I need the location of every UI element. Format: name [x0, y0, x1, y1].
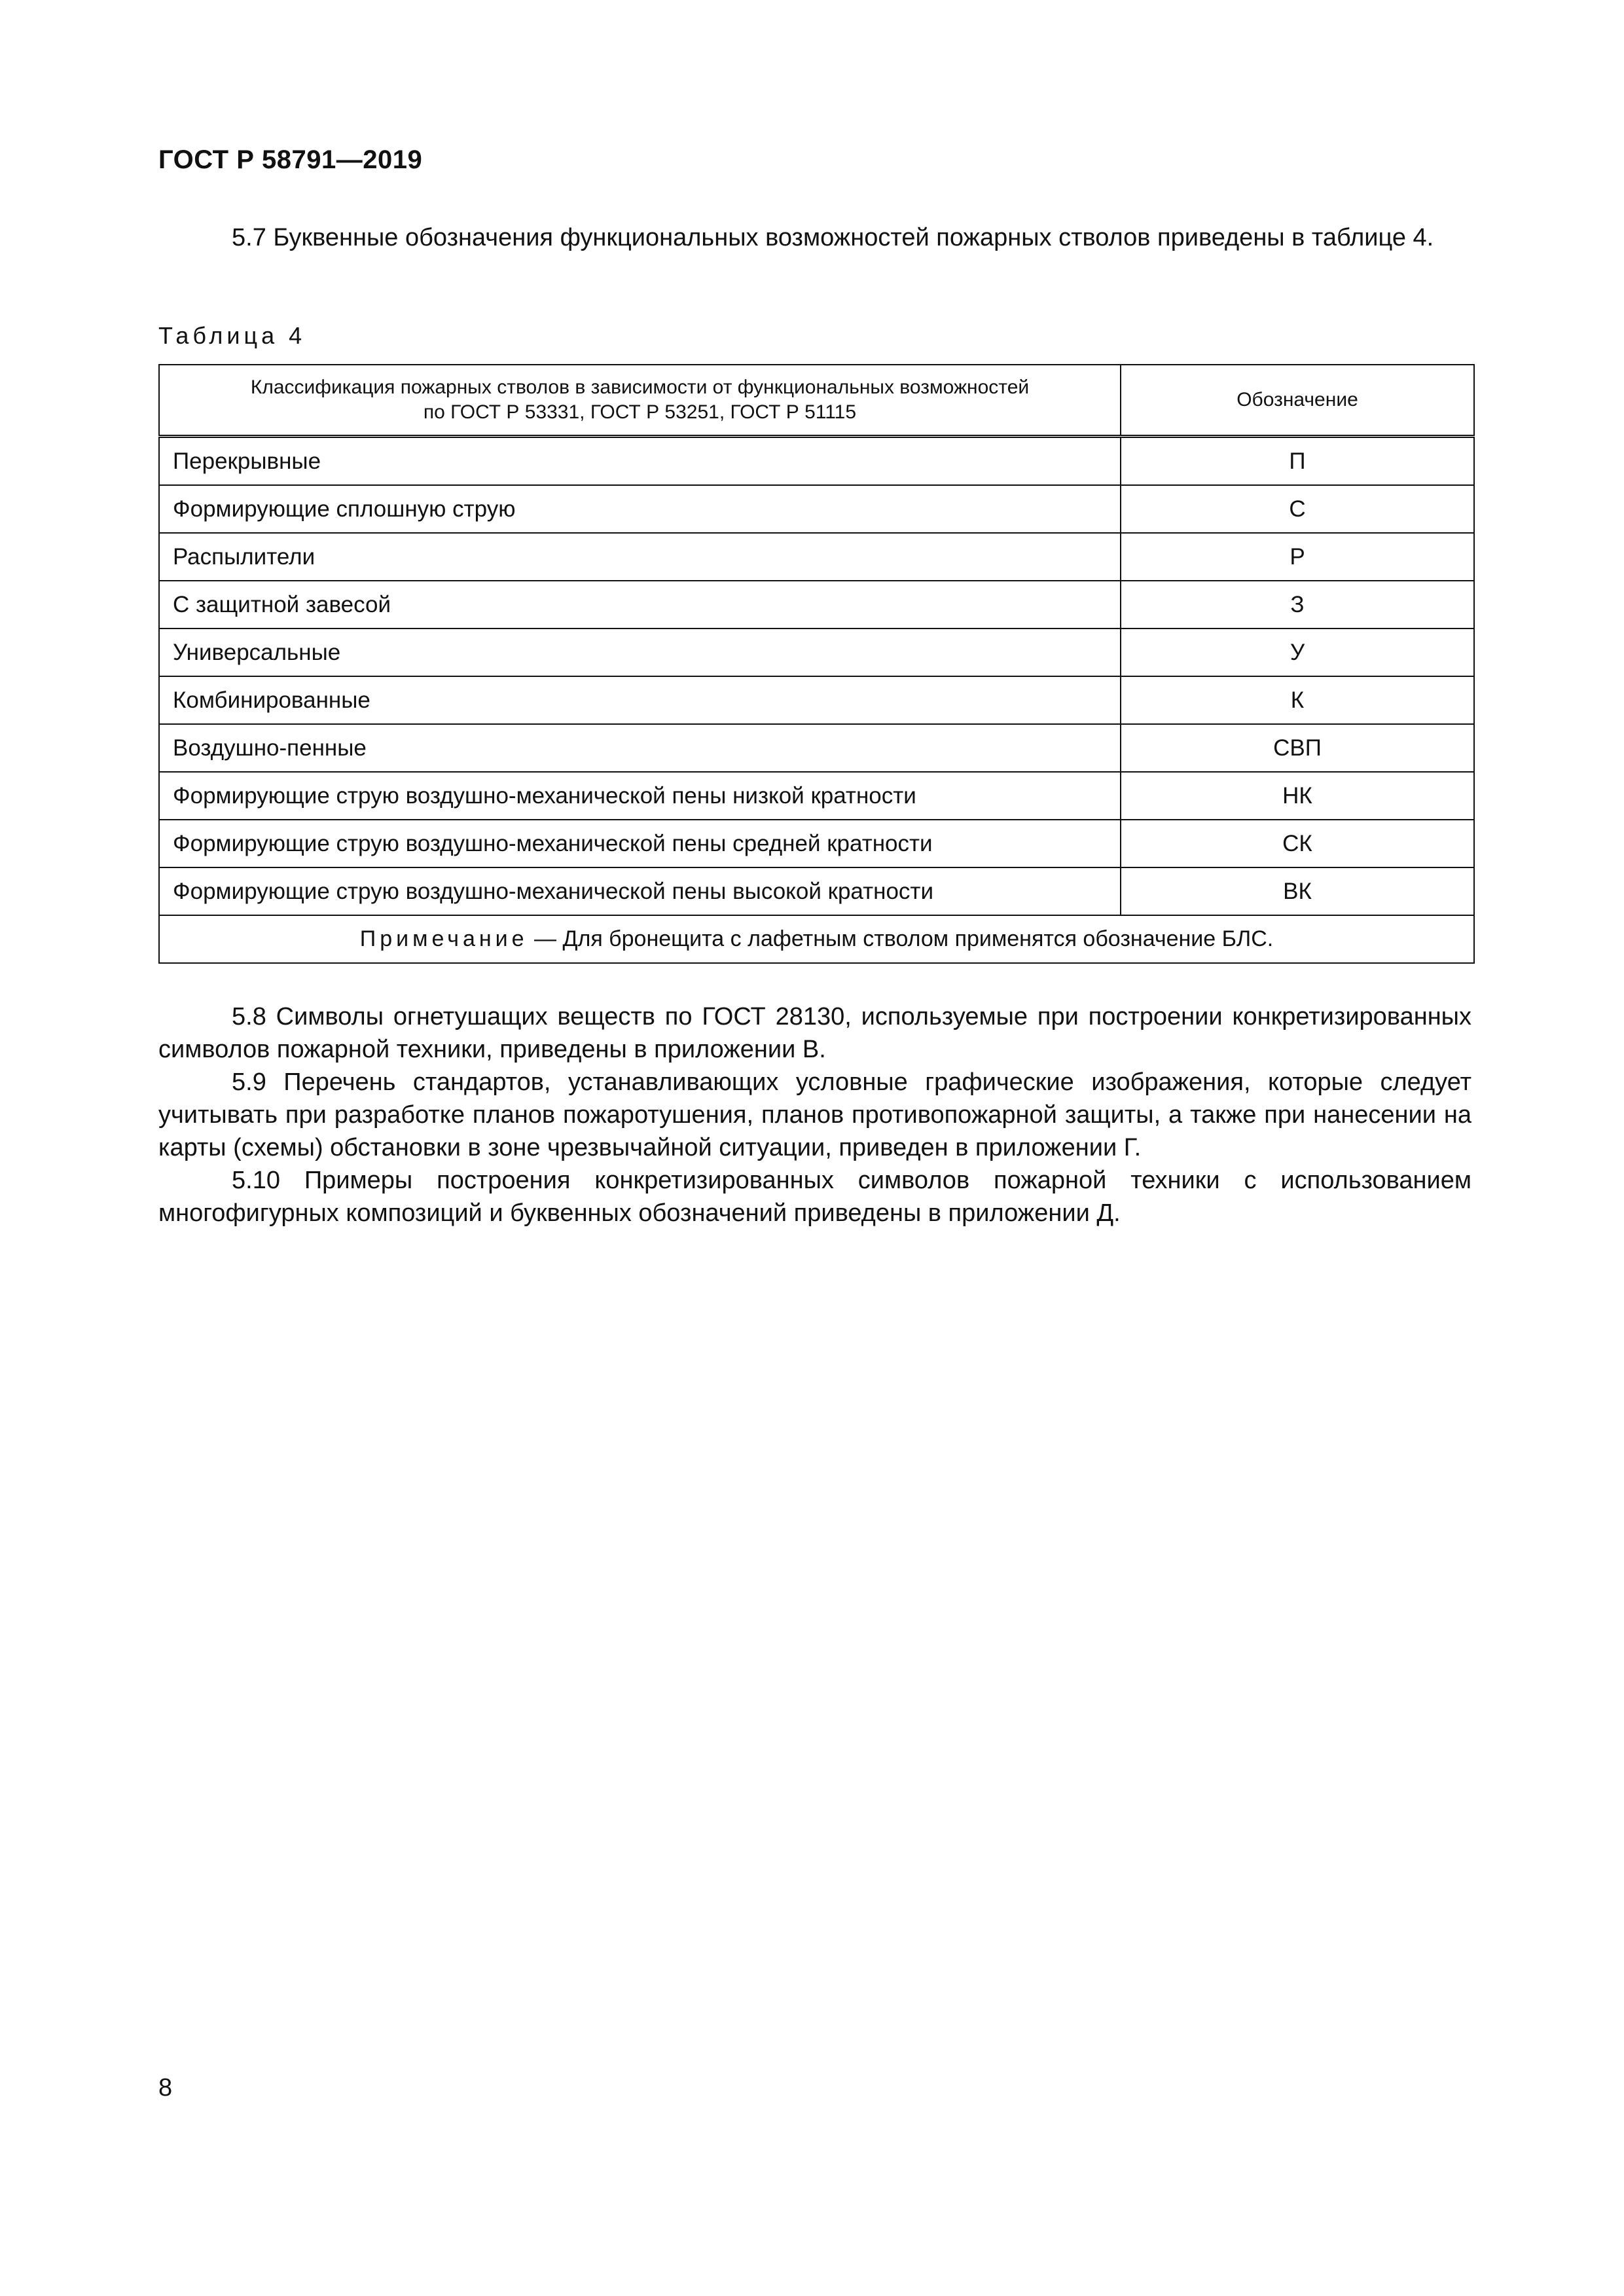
table-caption: Таблица 4: [158, 322, 306, 349]
row-code: ВК: [1121, 867, 1474, 915]
row-name: С защитной завесой: [159, 581, 1121, 629]
row-code: Р: [1121, 533, 1474, 581]
row-code: У: [1121, 629, 1474, 676]
row-name: Формирующие струю воздушно-механической пены высокой кратности: [159, 867, 1121, 915]
table-row: [159, 533, 1474, 581]
header-classification-line1: Классификация пожарных стволов в зависимости от функциональных возможностей: [250, 376, 1030, 398]
table-header-row: [159, 365, 1474, 437]
header-designation: Обозначение: [1121, 365, 1474, 437]
row-code: К: [1121, 676, 1474, 724]
row-code: С: [1121, 485, 1474, 533]
row-name: Универсальные: [159, 629, 1121, 676]
row-name: Формирующие струю воздушно-механической пены средней кратности: [159, 820, 1121, 867]
table-row: [159, 437, 1474, 486]
note-lead: Примечание: [359, 926, 528, 951]
paragraph-5-9: 5.9 Перечень стандартов, устанавливающих условные графические изображения, которые следует учитывать при разработке планов пожаротушения, планов противопожарной защиты, а также при нанесении на карты (схемы) обстановки в зоне чрезвычайной ситуации, приведен в приложении Г.: [158, 1068, 1471, 1161]
table-row: [159, 867, 1474, 915]
row-code: З: [1121, 581, 1474, 629]
table-4-container: [158, 364, 1473, 964]
row-name: Воздушно-пенные: [159, 724, 1121, 772]
classification-table: [158, 364, 1475, 964]
table-row: [159, 485, 1474, 533]
row-code: П: [1121, 437, 1474, 486]
header-classification-line2: по ГОСТ Р 53331, ГОСТ Р 53251, ГОСТ Р 51115: [423, 401, 857, 423]
page-number: 8: [158, 2074, 173, 2102]
table-note: [159, 915, 1474, 963]
row-name: Распылители: [159, 533, 1121, 581]
paragraph-5-7: 5.7 Буквенные обозначения функциональных возможностей пожарных стволов приведены в таблице 4.: [232, 224, 1434, 251]
table-row: [159, 581, 1474, 629]
row-name: Комбинированные: [159, 676, 1121, 724]
table-row: [159, 772, 1474, 820]
row-code: СК: [1121, 820, 1474, 867]
table-row: [159, 820, 1474, 867]
table-row: [159, 629, 1474, 676]
paragraph-5-10: 5.10 Примеры построения конкретизированных символов пожарной техники с использованием многофигурных композиций и буквенных обозначений приведены в приложении Д.: [158, 1167, 1471, 1227]
table-row: [159, 724, 1474, 772]
note-text: — Для бронещита с лафетным стволом применятся обозначение БЛС.: [528, 926, 1274, 951]
body-paragraphs: [158, 1000, 1471, 1230]
paragraph-5-8: 5.8 Символы огнетушащих веществ по ГОСТ 28130, используемые при построении конкретизированных символов пожарной техники, приведены в приложении В.: [158, 1003, 1471, 1063]
table-row: [159, 676, 1474, 724]
row-name: Формирующие сплошную струю: [159, 485, 1121, 533]
row-name: Перекрывные: [159, 437, 1121, 486]
header-classification: [159, 365, 1121, 437]
table-note-row: [159, 915, 1474, 963]
row-code: НК: [1121, 772, 1474, 820]
row-name: Формирующие струю воздушно-механической пены низкой кратности: [159, 772, 1121, 820]
row-code: СВП: [1121, 724, 1474, 772]
document-header-title: ГОСТ Р 58791—2019: [158, 145, 423, 174]
